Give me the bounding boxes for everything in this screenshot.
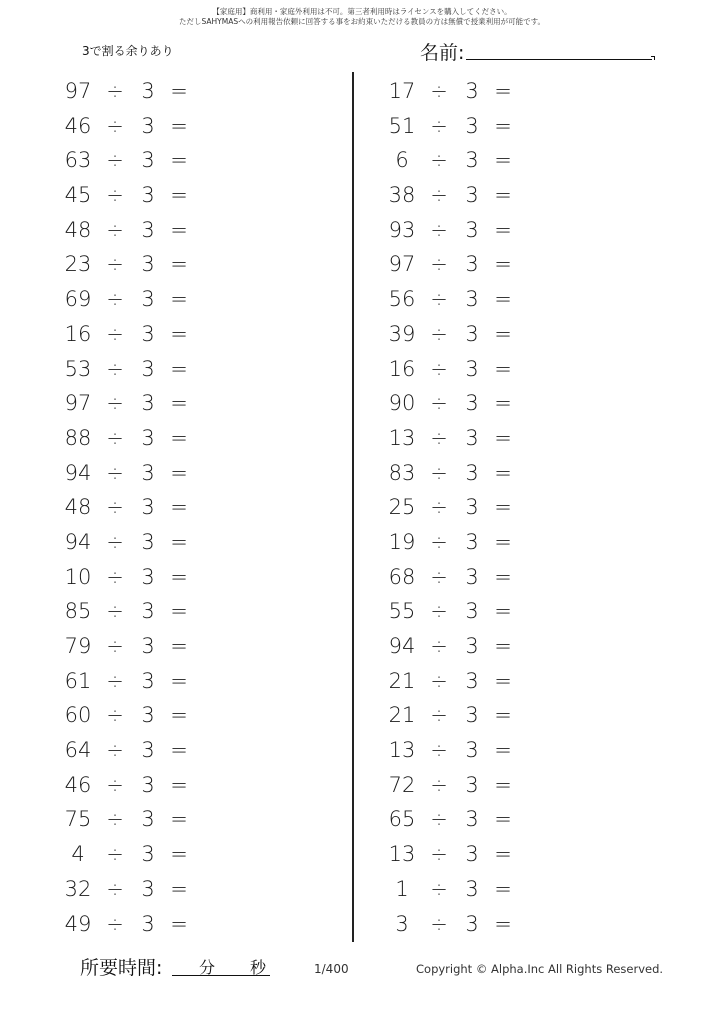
division-sign: ÷ [106, 217, 124, 242]
equals-sign: = [494, 287, 512, 312]
equals-sign: = [170, 599, 188, 624]
problem-row [384, 247, 534, 282]
equals-sign: = [170, 460, 188, 485]
equals-sign: = [494, 703, 512, 728]
division-sign: ÷ [106, 495, 124, 520]
equals-sign: = [494, 772, 512, 797]
equals-sign: = [170, 287, 188, 312]
division-sign: ÷ [106, 842, 124, 867]
division-sign: ÷ [430, 668, 448, 693]
divisor: 3 [141, 495, 155, 520]
problem-row [60, 143, 210, 178]
dividend: 79 [64, 634, 92, 658]
division-sign: ÷ [106, 79, 124, 103]
equals-sign: = [494, 911, 512, 936]
division-sign: ÷ [430, 356, 448, 381]
divisor: 3 [465, 911, 479, 936]
equals-sign: = [494, 599, 512, 624]
dividend: 97 [388, 252, 416, 277]
divisor: 3 [141, 703, 155, 728]
dividend: 6 [395, 148, 409, 173]
divisor: 3 [465, 356, 479, 381]
problem-row [60, 74, 210, 109]
equals-sign: = [494, 183, 512, 208]
problem-row [384, 109, 534, 144]
problem-row [384, 594, 534, 629]
problem-row [60, 907, 210, 942]
division-sign: ÷ [106, 564, 124, 589]
problem-row [384, 282, 534, 317]
equals-sign: = [494, 252, 512, 277]
problem-row [60, 629, 210, 664]
divisor: 3 [465, 495, 479, 520]
division-sign: ÷ [430, 79, 448, 103]
divisor: 3 [141, 113, 155, 138]
equals-sign: = [494, 529, 512, 554]
problem-row [60, 664, 210, 699]
dividend: 94 [64, 529, 92, 554]
division-sign: ÷ [430, 703, 448, 728]
divisor: 3 [141, 183, 155, 208]
division-sign: ÷ [430, 391, 448, 416]
dividend: 97 [64, 79, 92, 103]
problem-row [384, 178, 534, 213]
division-sign: ÷ [430, 113, 448, 138]
divisor: 3 [465, 529, 479, 554]
license-notice-line-1: 【家庭用】商利用・家庭外利用は不可。第三者利用時はライセンスを購入してください。 [212, 7, 512, 16]
divisor: 3 [465, 217, 479, 242]
divisor: 3 [465, 113, 479, 138]
division-sign: ÷ [430, 634, 448, 658]
dividend: 25 [388, 495, 416, 520]
division-sign: ÷ [430, 148, 448, 173]
divisor: 3 [141, 738, 155, 763]
division-sign: ÷ [430, 183, 448, 208]
divisor: 3 [465, 79, 479, 103]
problem-row [384, 456, 534, 491]
division-sign: ÷ [106, 599, 124, 624]
dividend: 94 [64, 460, 92, 485]
equals-sign: = [494, 876, 512, 901]
problem-row [384, 664, 534, 699]
division-sign: ÷ [430, 460, 448, 485]
division-sign: ÷ [106, 772, 124, 797]
division-sign: ÷ [430, 564, 448, 589]
dividend: 75 [64, 807, 92, 832]
problem-row [384, 837, 534, 872]
divisor: 3 [141, 252, 155, 277]
divisor: 3 [465, 460, 479, 485]
divisor: 3 [465, 564, 479, 589]
equals-sign: = [170, 356, 188, 381]
problem-row [60, 317, 210, 352]
equals-sign: = [170, 529, 188, 554]
divisor: 3 [465, 287, 479, 312]
division-sign: ÷ [106, 391, 124, 416]
column-divider [352, 72, 354, 942]
division-sign: ÷ [106, 634, 124, 658]
divisor: 3 [465, 772, 479, 797]
divisor: 3 [141, 911, 155, 936]
problem-row [60, 109, 210, 144]
division-sign: ÷ [106, 287, 124, 312]
divisor: 3 [141, 634, 155, 658]
dividend: 13 [388, 738, 416, 763]
dividend: 19 [388, 529, 416, 554]
equals-sign: = [494, 634, 512, 658]
dividend: 48 [64, 217, 92, 242]
divisor: 3 [141, 807, 155, 832]
dividend: 72 [388, 772, 416, 797]
problem-row [60, 872, 210, 907]
dividend: 39 [388, 321, 416, 346]
divisor: 3 [465, 425, 479, 450]
dividend: 3 [395, 911, 409, 936]
equals-sign: = [494, 356, 512, 381]
divisor: 3 [465, 842, 479, 867]
dividend: 1 [395, 876, 409, 901]
divisor: 3 [465, 148, 479, 173]
problem-row [384, 560, 534, 595]
equals-sign: = [170, 703, 188, 728]
dividend: 68 [388, 564, 416, 589]
dividend: 38 [388, 183, 416, 208]
division-sign: ÷ [106, 529, 124, 554]
problem-row [60, 178, 210, 213]
division-sign: ÷ [430, 252, 448, 277]
problem-row [60, 525, 210, 560]
problem-row [60, 560, 210, 595]
divisor: 3 [465, 321, 479, 346]
dividend: 85 [64, 599, 92, 624]
dividend: 17 [388, 79, 416, 103]
problem-row [384, 386, 534, 421]
divisor: 3 [465, 252, 479, 277]
divisor: 3 [141, 772, 155, 797]
copyright-notice: Copyright © Alpha.Inc All Rights Reserved. [416, 962, 664, 976]
dividend: 16 [388, 356, 416, 381]
equals-sign: = [170, 668, 188, 693]
divisor: 3 [141, 842, 155, 867]
divisor: 3 [465, 703, 479, 728]
seconds-unit: 秒 [250, 958, 267, 977]
dividend: 32 [64, 876, 92, 901]
time-required-label: 所要時間: [80, 957, 163, 979]
page-number: 1/400 [314, 962, 349, 976]
equals-sign: = [494, 79, 512, 103]
dividend: 60 [64, 703, 92, 728]
equals-sign: = [494, 425, 512, 450]
division-sign: ÷ [106, 460, 124, 485]
left-problem-column [60, 74, 210, 941]
equals-sign: = [494, 842, 512, 867]
division-sign: ÷ [106, 321, 124, 346]
name-write-line [466, 59, 652, 60]
problem-row [60, 837, 210, 872]
dividend: 90 [388, 391, 416, 416]
problem-row [384, 143, 534, 178]
division-sign: ÷ [430, 772, 448, 797]
divisor: 3 [141, 460, 155, 485]
divisor: 3 [141, 529, 155, 554]
division-sign: ÷ [106, 425, 124, 450]
divisor: 3 [465, 599, 479, 624]
divisor: 3 [465, 183, 479, 208]
equals-sign: = [170, 564, 188, 589]
dividend: 48 [64, 495, 92, 520]
dividend: 94 [388, 634, 416, 658]
dividend: 64 [64, 738, 92, 763]
problem-row [60, 282, 210, 317]
division-sign: ÷ [106, 113, 124, 138]
division-sign: ÷ [430, 911, 448, 936]
divisor: 3 [141, 356, 155, 381]
division-sign: ÷ [106, 738, 124, 763]
equals-sign: = [494, 564, 512, 589]
divisor: 3 [141, 425, 155, 450]
problem-row [384, 768, 534, 803]
division-sign: ÷ [430, 321, 448, 346]
problem-row [384, 872, 534, 907]
dividend: 13 [388, 425, 416, 450]
equals-sign: = [170, 183, 188, 208]
division-sign: ÷ [430, 495, 448, 520]
problem-row [60, 456, 210, 491]
problem-row [384, 802, 534, 837]
equals-sign: = [494, 495, 512, 520]
dividend: 63 [64, 148, 92, 173]
problem-row [60, 247, 210, 282]
problem-row [384, 490, 534, 525]
divisor: 3 [465, 807, 479, 832]
minutes-unit: 分 [199, 958, 216, 977]
equals-sign: = [170, 113, 188, 138]
dividend: 13 [388, 842, 416, 867]
equals-sign: = [494, 807, 512, 832]
divisor: 3 [141, 148, 155, 173]
dividend: 53 [64, 356, 92, 381]
equals-sign: = [494, 321, 512, 346]
divisor: 3 [141, 599, 155, 624]
equals-sign: = [170, 876, 188, 901]
division-sign: ÷ [106, 807, 124, 832]
dividend: 23 [64, 252, 92, 277]
equals-sign: = [170, 911, 188, 936]
division-sign: ÷ [430, 807, 448, 832]
dividend: 55 [388, 599, 416, 624]
division-sign: ÷ [430, 217, 448, 242]
equals-sign: = [170, 391, 188, 416]
division-sign: ÷ [106, 252, 124, 277]
division-sign: ÷ [106, 668, 124, 693]
division-sign: ÷ [106, 911, 124, 936]
dividend: 46 [64, 772, 92, 797]
equals-sign: = [170, 634, 188, 658]
equals-sign: = [170, 321, 188, 346]
divisor: 3 [141, 391, 155, 416]
dividend: 46 [64, 113, 92, 138]
dividend: 16 [64, 321, 92, 346]
division-sign: ÷ [106, 183, 124, 208]
divisor: 3 [141, 217, 155, 242]
equals-sign: = [494, 460, 512, 485]
problem-row [60, 421, 210, 456]
equals-sign: = [494, 148, 512, 173]
problem-row [384, 525, 534, 560]
divisor: 3 [465, 634, 479, 658]
problem-row [60, 698, 210, 733]
problem-row [60, 733, 210, 768]
division-sign: ÷ [430, 529, 448, 554]
dividend: 45 [64, 183, 92, 208]
problem-row [384, 629, 534, 664]
equals-sign: = [494, 391, 512, 416]
problem-row [60, 594, 210, 629]
dividend: 83 [388, 460, 416, 485]
divisor: 3 [465, 738, 479, 763]
problem-row [60, 490, 210, 525]
problem-row [60, 768, 210, 803]
dividend: 51 [388, 113, 416, 138]
problem-row [384, 733, 534, 768]
equals-sign: = [170, 79, 188, 103]
dividend: 56 [388, 287, 416, 312]
license-notice-line-2: ただしSAHYMASへの利用報告依頼に回答する事をお約束いただける教員の方は無償で授業利用が可能です。 [178, 17, 545, 26]
equals-sign: = [494, 738, 512, 763]
equals-sign: = [170, 217, 188, 242]
problem-row [60, 352, 210, 387]
dividend: 93 [388, 217, 416, 242]
problem-row [60, 213, 210, 248]
dividend: 88 [64, 425, 92, 450]
right-problem-column [384, 74, 534, 941]
equals-sign: = [170, 252, 188, 277]
equals-sign: = [170, 738, 188, 763]
problem-row [384, 74, 534, 109]
problem-row [60, 386, 210, 421]
division-sign: ÷ [106, 148, 124, 173]
divisor: 3 [465, 876, 479, 901]
division-sign: ÷ [106, 876, 124, 901]
dividend: 65 [388, 807, 416, 832]
division-sign: ÷ [430, 287, 448, 312]
dividend: 10 [64, 564, 92, 589]
problem-row [384, 352, 534, 387]
division-sign: ÷ [106, 703, 124, 728]
division-sign: ÷ [430, 425, 448, 450]
dividend: 21 [388, 668, 416, 693]
division-sign: ÷ [430, 738, 448, 763]
division-sign: ÷ [430, 842, 448, 867]
divisor: 3 [141, 287, 155, 312]
division-sign: ÷ [430, 599, 448, 624]
problem-row [384, 907, 534, 942]
equals-sign: = [494, 113, 512, 138]
dividend: 61 [64, 668, 92, 693]
dividend: 49 [64, 911, 92, 936]
divisor: 3 [465, 391, 479, 416]
division-sign: ÷ [106, 356, 124, 381]
divisor: 3 [141, 564, 155, 589]
divisor: 3 [141, 668, 155, 693]
equals-sign: = [494, 668, 512, 693]
worksheet-subtitle: 3で割る余りあり [82, 44, 174, 58]
name-label: 名前: [420, 42, 465, 64]
dividend: 69 [64, 287, 92, 312]
divisor: 3 [141, 321, 155, 346]
problem-row [384, 421, 534, 456]
equals-sign: = [170, 148, 188, 173]
equals-sign: = [170, 495, 188, 520]
problem-row [60, 802, 210, 837]
equals-sign: = [170, 842, 188, 867]
dividend: 97 [64, 391, 92, 416]
equals-sign: = [170, 772, 188, 797]
dividend: 21 [388, 703, 416, 728]
equals-sign: = [494, 217, 512, 242]
problem-row [384, 213, 534, 248]
equals-sign: = [170, 807, 188, 832]
divisor: 3 [141, 876, 155, 901]
dividend: 4 [71, 842, 85, 867]
divisor: 3 [465, 668, 479, 693]
division-sign: ÷ [430, 876, 448, 901]
divisor: 3 [141, 79, 155, 103]
equals-sign: = [170, 425, 188, 450]
problem-row [384, 698, 534, 733]
problem-row [384, 317, 534, 352]
